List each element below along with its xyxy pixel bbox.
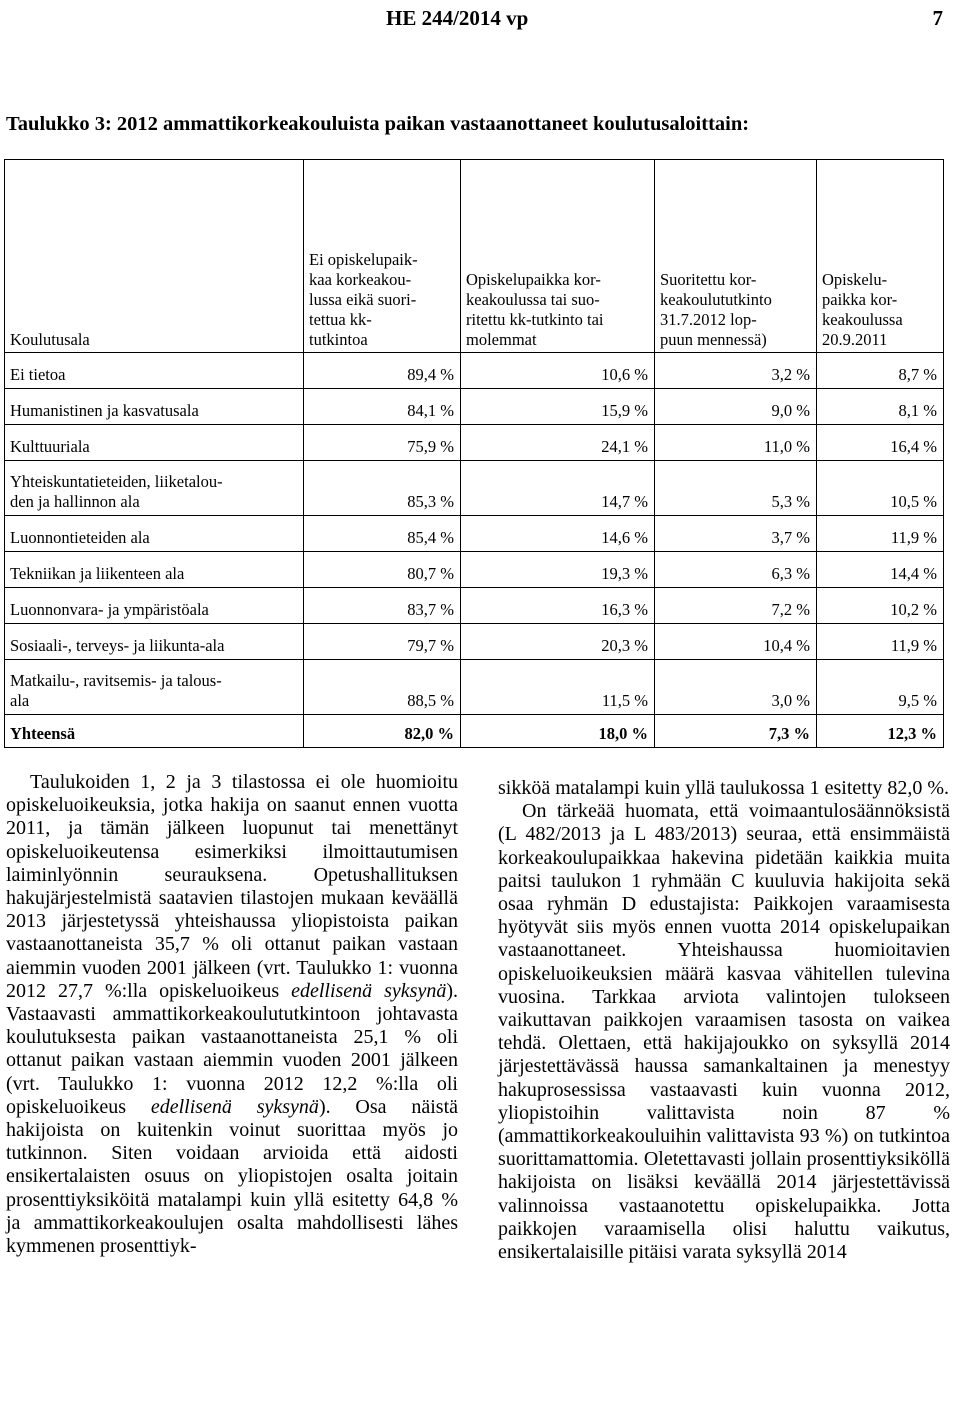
total-cell-value: 7,3 % [655,715,817,748]
table-row [5,425,944,461]
table-cell-value: 85,3 % [304,461,461,516]
total-label: Yhteensä [5,715,304,748]
table-cell-value: 9,5 % [817,660,944,715]
table-header-row [5,160,944,353]
table-cell-value: 20,3 % [461,624,655,660]
column-header-line: 31.7.2012 lop- [660,310,757,329]
row-label-line: Yhteiskuntatieteiden, liiketalou- [10,472,223,491]
body-paragraph: Taulukoiden 1, 2 ja 3 tilastossa ei ole huomioitu opiskeluoikeuksia, jotka hakija on saanut ennen vuotta 2011, ja tämän jälkeen luopunut tai menettänyt opiskeluoikeutensa esimerkiksi ilmoittautumisen laiminlyönnin seurauksena. Opetushallituksen hakujärjestelmistä saatavien tilastojen mukaan keväällä 2013 järjestetyssä yhteishaussa yliopistoista paikan vastaanottaneista 35,7 % oli ottanut paikan vastaan aiemmin vuoden 2001 jälkeen (vrt. Taulukko 1: vuonna 2012 27,7 %:lla opiskeluoikeus edellisenä syksynä). Vastaavasti ammattikorkeakoulututkintoon johtavasta koulutuksesta paikan vastaanottaneista 25,1 % oli ottanut paikan vastaan aiemmin vuoden 2001 jälkeen (vrt. Taulukko 1: vuonna 2012 12,2 %:lla oli opiskeluoikeus edellisenä syksynä). Osa näistä hakijoista on kuitenkin voinut suorittaa myös jo tutkinnon. Siten voidaan arvioida että aidosti ensikertalaisten osuus on yliopistojen osalta joitain prosenttiyksiköitä matalampi kuin yllä esitetty 64,8 % ja ammattikorkeakoulujen osalta mahdollisesti lähes kymmenen prosenttiyk- [6,771,458,1258]
table-cell-value: 9,0 % [655,389,817,425]
table-cell-value: 3,0 % [655,660,817,715]
row-label-line: den ja hallinnon ala [10,492,140,511]
column-header-line: paikka kor- [822,290,898,309]
column-header-line: ritettu kk-tutkinto tai [466,310,604,329]
table-row [5,552,944,588]
column-header-line: keakoulussa [822,310,903,329]
total-cell-value: 12,3 % [817,715,944,748]
table-cell-value: 10,5 % [817,461,944,516]
table-cell-value: 5,3 % [655,461,817,516]
column-header-line: puun mennessä) [660,330,767,349]
row-label [5,389,304,425]
body-text-right-column [498,777,950,1264]
row-label [5,353,304,389]
column-header [817,160,944,353]
row-label-line: Luonnontieteiden ala [10,528,150,547]
row-label [5,660,304,715]
total-cell-value: 18,0 % [461,715,655,748]
column-header-line: Suoritettu kor- [660,270,757,289]
table-row [5,389,944,425]
body-paragraph: On tärkeää huomata, että voimaantulosäännöksistä (L 482/2013 ja L 483/2013) seuraa, että ensimmäistä korkeakoulupaikkaa hakevina pidetään kaikkia muita paitsi taulukon 1 ryhmään C kuuluvia hakijoita sekä osaa ryhmän D edustajista: Paikkojen varaamisesta hyötyvät siis myös ennen vuotta 2014 opiskelupaikan vastaanottaneet. Yhteishaussa huomioitavien opiskeluoikeuksien määrä kasvaa vähitellen tulevina vuosina. Tarkkaa arviota valintojen tulokseen vaikuttavan paikkojen varaamisen tasosta on vaikea tehdä. Olettaen, että hakijajoukko on syksyllä 2014 järjestettävässä haussa samankaltainen ja menestyy hakuprosessissa vastaavasti kuin vuonna 2012, yliopistoihin valittavista noin 87 % (ammattikorkeakouluihin valittavista 93 %) on tutkintoa suorittamattomia. Oletettavasti jollain prosenttiyksiköllä hakijoista on lisäksi keväällä 2014 järjestettävissä valinnoissa vastaanotettu opiskelupaikka. Jotta paikkojen varaamisella olisi haluttu vaikutus, ensikertalaisille pitäisi varata syksyllä 2014 [498,800,950,1264]
column-header-line: tutkintoa [309,330,368,349]
column-header [304,160,461,353]
table-cell-value: 80,7 % [304,552,461,588]
table-cell-value: 75,9 % [304,425,461,461]
education-field-table [4,159,944,748]
column-header [5,160,304,353]
column-header-line: keakoulututkinto [660,290,772,309]
emphasis: edellisenä syksynä [291,979,447,1002]
table-total-row [5,715,944,748]
table-cell-value: 88,5 % [304,660,461,715]
row-label-line: Kulttuuriala [10,437,90,456]
table-cell-value: 6,3 % [655,552,817,588]
table-cell-value: 10,4 % [655,624,817,660]
table-cell-value: 16,3 % [461,588,655,624]
table-cell-value: 19,3 % [461,552,655,588]
row-label [5,516,304,552]
table-row [5,660,944,715]
row-label-line: Matkailu-, ravitsemis- ja talous- [10,671,222,690]
row-label [5,425,304,461]
body-text-left-column [6,771,458,1258]
table-cell-value: 14,6 % [461,516,655,552]
emphasis: edellisenä syksynä [150,1095,319,1118]
table-row [5,624,944,660]
table-cell-value: 16,4 % [817,425,944,461]
table-cell-value: 14,7 % [461,461,655,516]
table-cell-value: 11,0 % [655,425,817,461]
column-header-line: keakoulussa tai suo- [466,290,600,309]
table-row [5,516,944,552]
table-title: Taulukko 3: 2012 ammattikorkeakouluista paikan vastaanottaneet koulutusaloittain: [6,113,750,135]
row-label [5,552,304,588]
column-header-line: kaa korkeakou- [309,270,412,289]
page-number: 7 [932,6,943,30]
table-cell-value: 10,2 % [817,588,944,624]
table-cell-value: 15,9 % [461,389,655,425]
body-paragraph: sikköä matalampi kuin yllä taulukossa 1 esitetty 82,0 %. [498,777,950,799]
row-label-line: Humanistinen ja kasvatusala [10,401,199,420]
row-label-line: ala [10,691,30,710]
table-row [5,461,944,516]
table-cell-value: 3,2 % [655,353,817,389]
table-cell-value: 24,1 % [461,425,655,461]
row-label-line: Sosiaali-, terveys- ja liikunta-ala [10,636,225,655]
row-label [5,588,304,624]
table-cell-value: 8,1 % [817,389,944,425]
document-id: HE 244/2014 vp [386,6,529,30]
total-cell-value: 82,0 % [304,715,461,748]
table-cell-value: 84,1 % [304,389,461,425]
table-cell-value: 11,5 % [461,660,655,715]
page-header [0,6,960,32]
table-cell-value: 7,2 % [655,588,817,624]
column-header [461,160,655,353]
table-cell-value: 10,6 % [461,353,655,389]
table-cell-value: 79,7 % [304,624,461,660]
table-row [5,353,944,389]
table-cell-value: 11,9 % [817,624,944,660]
table-cell-value: 85,4 % [304,516,461,552]
row-label [5,461,304,516]
row-label [5,624,304,660]
table-row [5,588,944,624]
column-header-line: molemmat [466,330,537,349]
table-cell-value: 8,7 % [817,353,944,389]
column-header-line: Opiskelupaikka kor- [466,270,601,289]
column-header-line: Ei opiskelupaik- [309,250,418,269]
column-header-line: 20.9.2011 [822,330,888,349]
table-cell-value: 3,7 % [655,516,817,552]
row-label-line: Luonnonvara- ja ympäristöala [10,600,209,619]
table-cell-value: 14,4 % [817,552,944,588]
column-header-line: tettua kk- [309,310,372,329]
table-body [5,353,944,748]
table-cell-value: 89,4 % [304,353,461,389]
column-header-line: lussa eikä suori- [309,290,417,309]
row-label-line: Ei tietoa [10,365,66,384]
column-header [655,160,817,353]
column-header-line: Opiskelu- [822,270,888,289]
table-cell-value: 11,9 % [817,516,944,552]
table-cell-value: 83,7 % [304,588,461,624]
column-header-line: Koulutusala [10,330,90,349]
row-label-line: Tekniikan ja liikenteen ala [10,564,185,583]
